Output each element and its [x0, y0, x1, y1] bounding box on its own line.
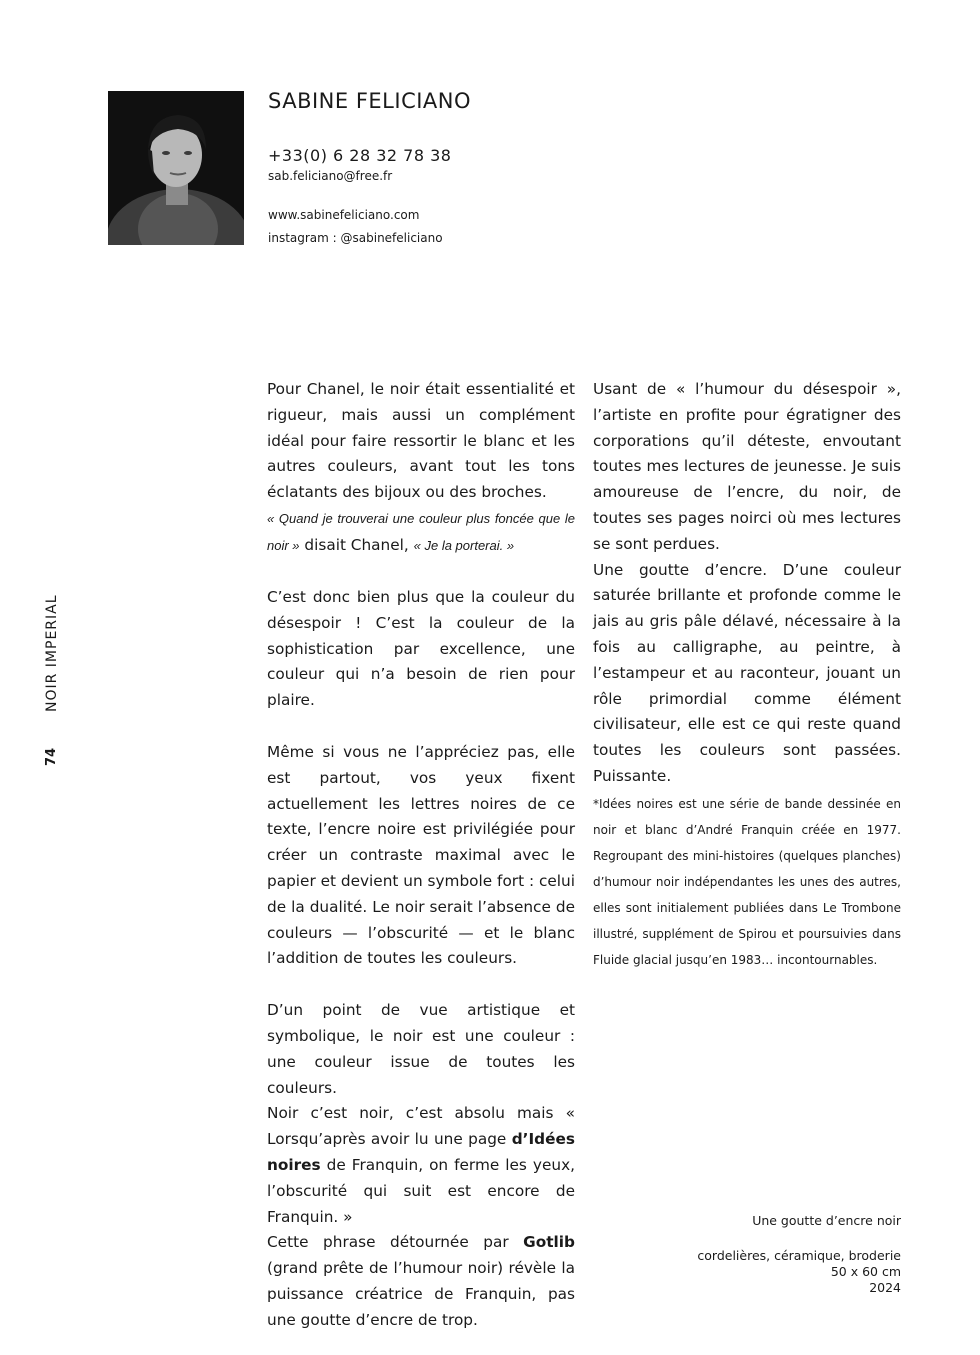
paragraph-humour-continued: Usant de « l’humour du désespoir », l’artiste en profite pour égratigner des corporations qu’il déteste, envoutant toutes mes lectures de jeunesse. Je suis amoureuse de l’encre, du noir, de toutes ses pages noirci où mes lectures se sont perdues. — [593, 380, 901, 553]
paragraph-gotlib: Cette phrase détournée par Gotlib (grand prête de l’humour noir) révèle la puissance créatrice de Franquin, pas une goutte d’encre de trop. — [267, 1233, 575, 1329]
artwork-caption — [697, 1213, 901, 1296]
artist-name: SABINE FELICIANO — [268, 89, 472, 113]
artwork-title: Une goutte d’encre noir — [752, 1213, 901, 1228]
paragraph-franquin: Noir c’est noir, c’est absolu mais « Lorsqu’après avoir lu une page d’Idées noires de Franquin, on ferme les yeux, l’obscurité qui suit est encore de Franquin. » — [267, 1104, 575, 1226]
quote-part-1: « Quand je trouverai une couleur plus foncée que le noir » — [267, 510, 575, 553]
artwork-size: 50 x 60 cm — [830, 1264, 901, 1279]
footnote: *Idées noires est une série de bande dessinée en noir et blanc d’André Franquin créée en 1977. Regroupant des mini-histoires (quelques planches) d’humour noir indépendantes les unes des autres, elles sont initialement publiées dans Le Trombone illustré, supplément de Spirou et poursuivies dans Fluide glacial jusqu’en 1983… incontournables. — [593, 797, 901, 967]
ideesnoires-highlight: d’Idées noires — [267, 1130, 575, 1174]
artwork-year: 2024 — [869, 1280, 901, 1295]
quote-attribution: disait Chanel, — [299, 535, 414, 554]
gotlib-highlight: Gotlib — [523, 1233, 575, 1252]
paragraph-artistic: D’un point de vue artistique et symbolique, le noir est une couleur : une couleur issue de toutes les couleurs. — [267, 1001, 575, 1097]
artist-instagram[interactable]: instagram : @sabinefeliciano — [268, 231, 443, 245]
paragraph-sophistication: C’est donc bien plus que la couleur du désespoir ! C’est la couleur de la sophistication par excellence, une couleur qui n’a besoin de rien pour plaire. — [267, 587, 575, 710]
artist-phone[interactable]: +33(0) 6 28 32 78 38 — [268, 146, 452, 165]
artist-email[interactable]: sab.feliciano@free.fr — [268, 169, 393, 183]
paragraph-duality: Même si vous ne l’appréciez pas, elle est partout, vos yeux fixent actuellement les lettres noires de ce texte, l’encre noire est privilégiée pour créer un contraste maximal avec le papier et devient un symbole fort : celui de la dualité. Le noir serait l’absence de couleurs — l’obscurité — et le blanc l’addition de toutes les couleurs. — [267, 742, 575, 968]
artist-website[interactable]: www.sabinefeliciano.com — [268, 208, 420, 222]
magazine-title: NOIR IMPERIAL — [44, 594, 60, 712]
paragraph-chanel: Pour Chanel, le noir était essentialité et rigueur, mais aussi un complément idéal pour faire ressortir le blanc et les autres couleurs, avant tout les tons éclatants des bijoux ou des broches. — [267, 380, 575, 502]
quote-part-2: « Je la porterai. » — [413, 537, 515, 553]
artist-portrait-photo — [108, 91, 244, 245]
paragraph-ink: Une goutte d’encre. D’une couleur saturée brillante et profonde comme le jais au gris pâle délavé, nécessaire à la fois au calligraphe, au peintre, à l’estampeur et au raconteur, jouant un rôle primordial comme élément civilisateur, elle est ce qui reste quand toutes les couleurs sont passées. Puissante. — [593, 560, 901, 785]
article-column-2-visible — [593, 377, 901, 790]
page-number: 74 — [44, 747, 59, 766]
artwork-medium: cordelières, céramique, broderie — [697, 1248, 901, 1263]
chanel-quote — [267, 506, 575, 559]
article-column-1 — [267, 377, 575, 1334]
page-number-box — [44, 747, 64, 772]
